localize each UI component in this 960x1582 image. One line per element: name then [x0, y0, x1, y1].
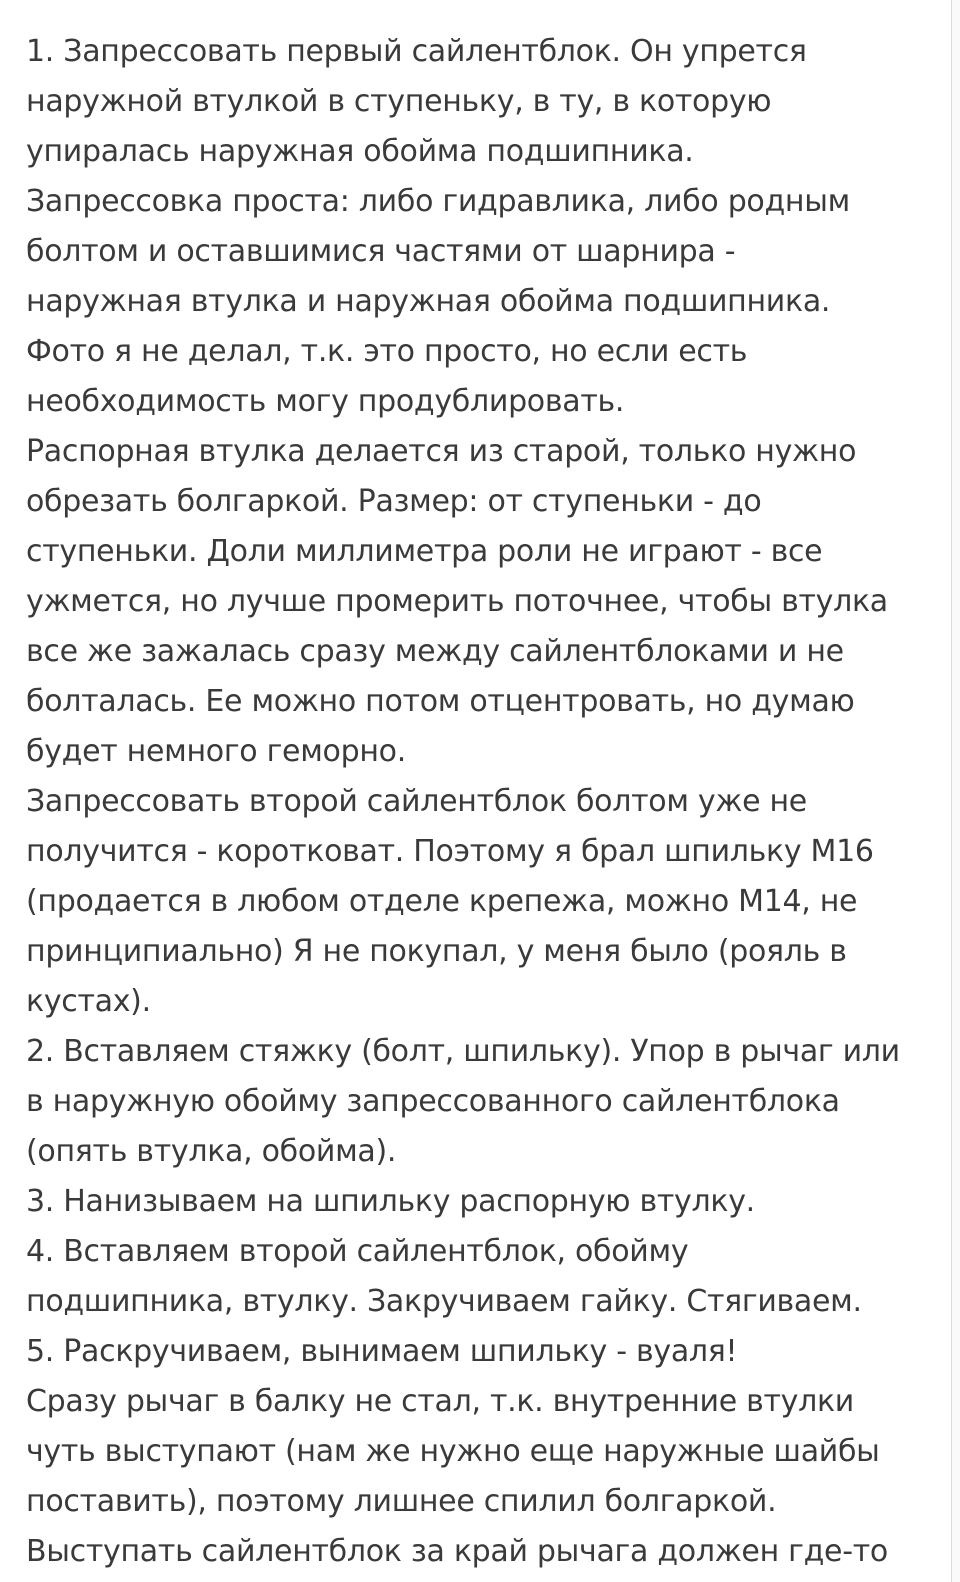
post-text-line: (опять втулка, обойма). — [26, 1134, 397, 1169]
post-text-line: 5. Раскручиваем, вынимаем шпильку - вуаля! — [26, 1334, 738, 1369]
post-text-line: Выступать сайлентблок за край рычага должен где-то — [26, 1534, 888, 1569]
post-text-line: (продается в любом отделе крепежа, можно М14, не — [26, 884, 858, 919]
post-text-line: будет немного геморно. — [26, 734, 406, 769]
post-text-line: принципиально) Я не покупал, у меня было (рояль в — [26, 934, 847, 969]
post-text-line: болталась. Ее можно потом отцентровать, но думаю — [26, 684, 855, 719]
post-text-line: получится - коротковат. Поэтому я брал шпильку М16 — [26, 834, 874, 869]
post-text-line: подшипника, втулку. Закручиваем гайку. Стягиваем. — [26, 1284, 862, 1319]
post-text-line: Распорная втулка делается из старой, только нужно — [26, 434, 857, 469]
post-text-line: кустах). — [26, 984, 151, 1019]
post-text-line: наружная втулка и наружная обойма подшипника. — [26, 284, 831, 319]
post-text-line: болтом и оставшимися частями от шарнира - — [26, 234, 736, 269]
post-text-line: 1. Запрессовать первый сайлентблок. Он упрется — [26, 34, 807, 69]
post-text-line: обрезать болгаркой. Размер: от ступеньки - до — [26, 484, 762, 519]
post-text-line: Запрессовка проста: либо гидравлика, либо родным — [26, 184, 850, 219]
post-text-line: необходимость могу продублировать. — [26, 384, 625, 419]
scrollbar-track[interactable] — [951, 0, 960, 1582]
post-text-line: 4. Вставляем второй сайлентблок, обойму — [26, 1234, 689, 1269]
post-text-line: Фото я не делал, т.к. это просто, но если есть — [26, 334, 748, 369]
post-text-line: чуть выступают (нам же нужно еще наружные шайбы — [26, 1434, 880, 1469]
post-text-line: Сразу рычаг в балку не стал, т.к. внутренние втулки — [26, 1384, 854, 1419]
post-text-line: ужмется, но лучше промерить поточнее, чтобы втулка — [26, 584, 888, 619]
post-text-line: поставить), поэтому лишнее спилил болгаркой. — [26, 1484, 777, 1519]
post-text-line: в наружную обойму запрессованного сайлентблока — [26, 1084, 840, 1119]
post-text-line: упиралась наружная обойма подшипника. — [26, 134, 694, 169]
post-body-text — [26, 27, 906, 1577]
post-text-line: наружной втулкой в ступеньку, в ту, в которую — [26, 84, 772, 119]
post-text-line: ступеньки. Доли миллиметра роли не играют - все — [26, 534, 823, 569]
post-text-line: все же зажалась сразу между сайлентблоками и не — [26, 634, 844, 669]
post-text-line: Запрессовать второй сайлентблок болтом уже не — [26, 784, 807, 819]
post-text-line: 2. Вставляем стяжку (болт, шпильку). Упор в рычаг или — [26, 1034, 900, 1069]
post-text-line: 3. Нанизываем на шпильку распорную втулку. — [26, 1184, 755, 1219]
